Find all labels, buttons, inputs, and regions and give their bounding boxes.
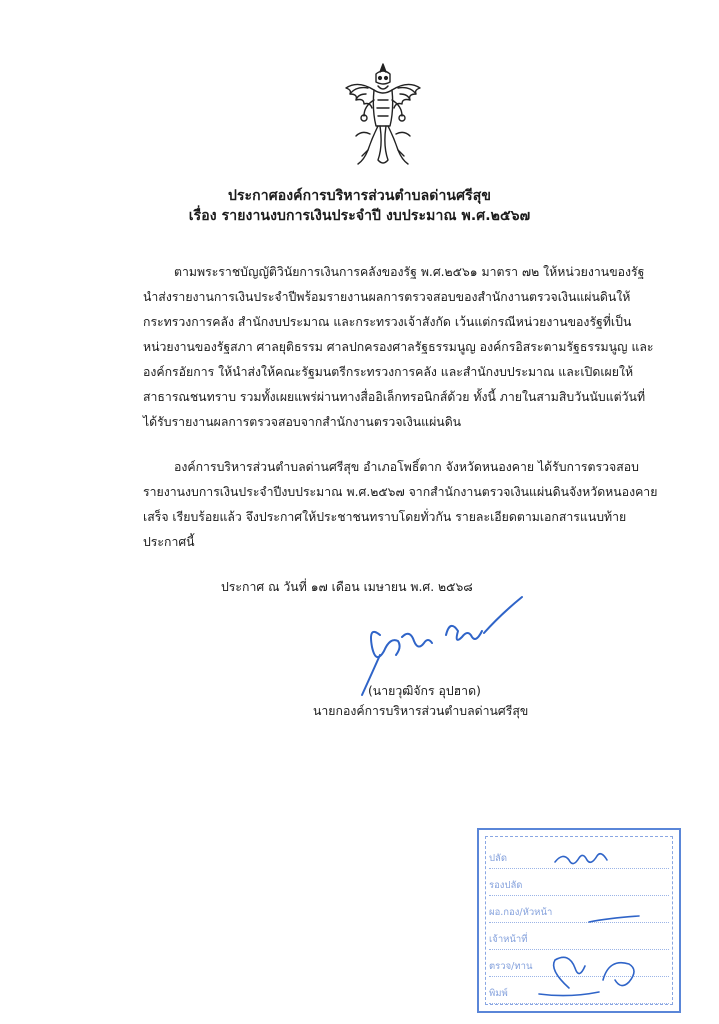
paragraph-line: องค์การบริหารส่วนตำบลด่านศรีสุข อำเภอโพธิ์ตาก จังหวัดหนองคาย ได้รับการตรวจสอบ xyxy=(174,460,639,474)
paragraph-line: ตามพระราชบัญญัติวินัยการเงินการคลังของรัฐ พ.ศ.๒๕๖๑ มาตรา ๗๒ ให้หน่วยงานของรัฐ xyxy=(174,265,645,279)
stamp-row: พิมพ์ xyxy=(489,985,669,1004)
stamp-row: เจ้าหน้าที่ xyxy=(489,931,669,950)
announcement-title: ประกาศองค์การบริหารส่วนตำบลด่านศรีสุข xyxy=(227,188,492,204)
announcement-subject: เรื่อง รายงานงบการเงินประจำปี งบประมาณ พ.ศ.๒๕๖๗ xyxy=(188,208,531,224)
paragraph-line: เสร็จ เรียบร้อยแล้ว จึงประกาศให้ประชาชนทราบโดยทั่วกัน รายละเอียดตามเอกสารแนบท้าย xyxy=(143,510,627,524)
paragraph-line: ประกาศนี้ xyxy=(143,535,195,549)
routing-stamp xyxy=(477,828,681,1013)
paragraph-line: กระทรวงการคลัง สำนักงบประมาณ และกระทรวงเจ้าสังกัด เว้นแต่กรณีหน่วยงานของรัฐที่เป็น xyxy=(143,315,632,329)
signer-title: นายกองค์การบริหารส่วนตำบลด่านศรีสุข xyxy=(313,704,529,718)
stamp-row: ตรวจ/ทาน xyxy=(489,958,669,977)
paragraph-line: หน่วยงานของรัฐสภา ศาลยุติธรรม ศาลปกครองศาลรัฐธรรมนูญ องค์กรอิสระตามรัฐธรรมนูญ และ xyxy=(143,340,654,354)
announcement-date: ประกาศ ณ วันที่ ๑๗ เดือน เมษายน พ.ศ. ๒๕๖๘ xyxy=(221,580,473,594)
garuda-emblem-icon xyxy=(338,60,428,170)
signer-name: (นายวุฒิจักร อุปฮาด) xyxy=(368,684,481,698)
stamp-row: ปลัด xyxy=(489,850,669,869)
paragraph-line: สาธารณชนทราบ รวมทั้งเผยแพร่ผ่านทางสื่ออิเล็กทรอนิกส์ด้วย ทั้งนี้ ภายในสามสิบวันนับแต่วันที่ xyxy=(143,390,646,404)
paragraph-line: ได้รับรายงานผลการตรวจสอบจากสำนักงานตรวจเงินแผ่นดิน xyxy=(143,415,462,429)
paragraph-line: นำส่งรายงานการเงินประจำปีพร้อมรายงานผลการตรวจสอบของสำนักงานตรวจเงินแผ่นดินให้ xyxy=(143,290,631,304)
paragraph-line: รายงานงบการเงินประจำปีงบประมาณ พ.ศ.๒๕๖๗ จากสำนักงานตรวจเงินแผ่นดินจังหวัดหนองคาย xyxy=(143,485,658,499)
paragraph-line: องค์กรอัยการ ให้นำส่งให้คณะรัฐมนตรีกระทรวงการคลัง และสำนักงบประมาณ และเปิดเผยให้ xyxy=(143,365,634,379)
stamp-row: ผอ.กอง/หัวหน้า xyxy=(489,904,669,923)
stamp-initials-icon xyxy=(479,830,683,1015)
stamp-row: รองปลัด xyxy=(489,877,669,896)
